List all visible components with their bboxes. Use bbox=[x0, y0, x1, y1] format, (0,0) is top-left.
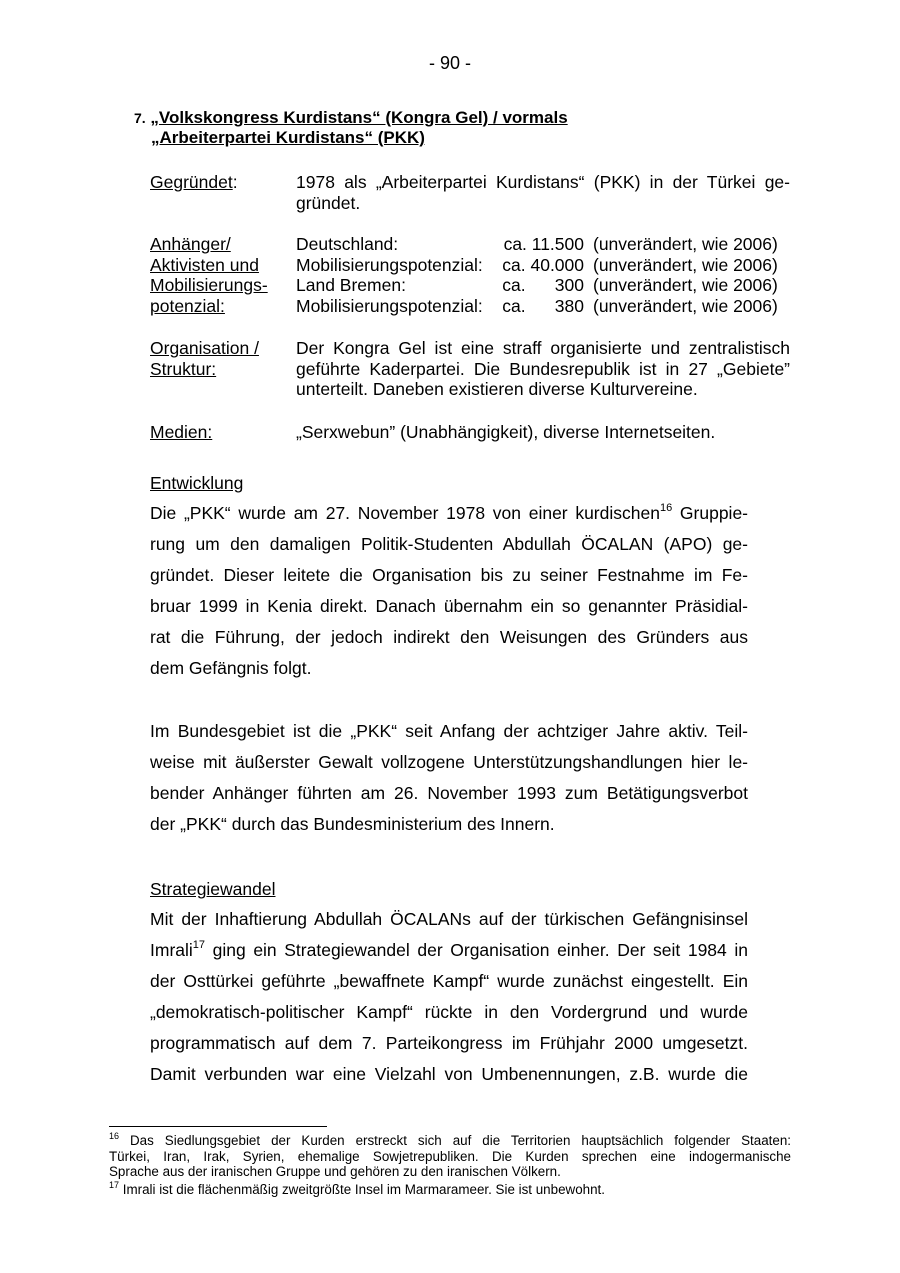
supporters-row: Land Bremen: ca. 300 (unverändert, wie 2006) bbox=[296, 275, 778, 295]
media-label: Medien: bbox=[150, 422, 213, 442]
section-title-line2: „Arbeiterpartei Kurdistans“ (PKK) bbox=[151, 128, 425, 147]
footnote-ref-16: 16 bbox=[659, 502, 673, 514]
entwicklung-paragraph-1: Die „PKK“ wurde am 27. November 1978 von einer kurdischen$^{16}$ Gruppie- rung um den damaligen Politik-Studenten Abdullah ÖCALAN (APO) ge- gründet. Dieser leitete die Organisation bis zu seiner Festnahme im Fe- bruar 1999 in Kenia direkt. Danach übernahm ein so genannter Präsidial- rat die Führung, der jedoch indirekt den Weisungen des Gründers aus dem Gefängnis folgt. bbox=[150, 502, 749, 678]
organisation-value: Der Kongra Gel ist eine straff organisierte und zentralistisch geführte Kaderpartei. Die Bundesrepublik ist in 27 „Gebiete” unterteilt. Daneben existieren diverse Kulturvereine. bbox=[296, 338, 790, 399]
supporters-label: Anhänger/ Aktivisten und Mobilisierungs- potenzial: bbox=[150, 234, 268, 316]
entwicklung-heading: Entwicklung bbox=[150, 473, 244, 493]
supporters-row: Mobilisierungspotenzial: ca. 380 (unverändert, wie 2006) bbox=[296, 295, 778, 316]
footnote-rule bbox=[109, 1126, 327, 1127]
organisation-label: Organisation / Struktur: bbox=[150, 338, 259, 379]
strategie-heading: Strategiewandel bbox=[150, 879, 276, 899]
supporters-row: Mobilisierungspotenzial: ca. 40.000 (unverändert, wie 2006) bbox=[296, 254, 778, 275]
section-title-line1: „Volkskongress Kurdistans“ (Kongra Gel) / vormals bbox=[150, 108, 568, 127]
media-value: „Serxwebun” (Unabhängigkeit), diverse Internetseiten. bbox=[296, 422, 716, 442]
founded-value: 1978 als „Arbeiterpartei Kurdistans“ (PKK) in der Türkei ge- gründet. bbox=[296, 172, 790, 213]
founded-label: Gegründet: bbox=[150, 172, 238, 192]
section-number: 7. bbox=[134, 110, 146, 126]
footnote-17: $^{17}$ Imrali ist die flächenmäßig zweitgrößte Insel im Marmarameer. Sie ist unbewohnt. bbox=[109, 1180, 605, 1197]
footnote-ref-17: 17 bbox=[192, 939, 206, 951]
entwicklung-paragraph-2: Im Bundesgebiet ist die „PKK“ seit Anfang der achtziger Jahre aktiv. Teil- weise mit äußerster Gewalt vollzogene Unterstützungshandlungen hier le- bender Anhänger führten am 26. November 1993 zum Betätigungsverbot der „PKK“ durch das Bundesministerium des Innern. bbox=[150, 721, 748, 834]
page-number: - 90 - bbox=[428, 53, 471, 73]
strategie-paragraph: Mit der Inhaftierung Abdullah ÖCALANs auf der türkischen Gefängnisinsel Imrali$^{17}$ ging ein Strategiewandel der Organisation einher. Der seit 1984 in der Osttürkei geführte „bewaffnete Kampf“ wurde zunächst eingestellt. Ein „demokratisch-politischer Kampf“ rückte in den Vordergrund und wurde programmatisch auf dem 7. Parteikongress im Frühjahr 2000 umgesetzt. Damit verbunden war eine Vielzahl von Umbenennungen, z.B. wurde die bbox=[150, 909, 748, 1084]
footnote-16: $^{16}$ Das Siedlungsgebiet der Kurden erstreckt sich auf die Territorien hauptsächlich folgender Staaten: Türkei, Iran, Irak, Syrien, ehemalige Sowjetrepubliken. Die Kurden sprechen eine indogermanische Sprache aus der iranischen Gruppe und gehören zu den iranischen Völkern. bbox=[109, 1131, 791, 1179]
supporters-row: Deutschland: ca. 11.500 (unverändert, wie 2006) bbox=[296, 234, 778, 254]
section-heading bbox=[134, 108, 568, 148]
